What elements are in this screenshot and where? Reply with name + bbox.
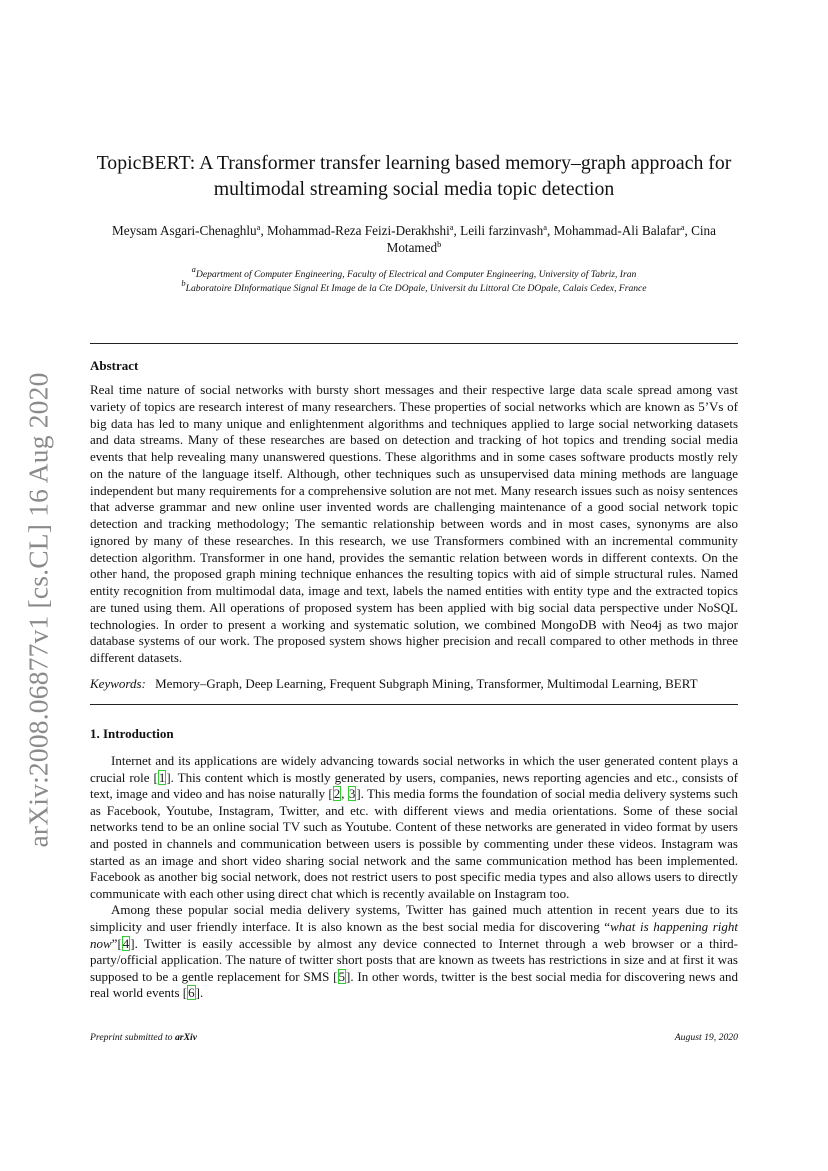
arxiv-stamp <box>18 360 60 860</box>
top-rule <box>90 343 738 344</box>
text-run: . This media forms the foundation of social media delivery systems such as Facebook, Youtube, Instagram, Twitter, and etc. with different views and media orientations. Some of these social networks tend to be an online social TV such as Youtube. Content of these networks are generated in video format by users and posted in channels and communication between users is possible by commenting under these videos. Instagram was started as an image and short video sharing social network and the same communication method has been implemented. Facebook as another big social network, does not restrict users to post specific media types and also allows users to directly communicate with each other using direct chat which is recently available on Instagram too. <box>90 786 739 901</box>
paper-title: TopicBERT: A Transformer transfer learning based memory–graph approach for multimodal streaming social media topic detection <box>96 152 732 200</box>
bottom-rule <box>90 704 738 705</box>
text-run: . This content which is mostly generated by users, companies, news reporting agencies and etc., consists of text, image and video and has noise naturally <box>90 769 738 802</box>
text-run: . Twitter is easily accessible by almost any device connected to Internet through a web browser or a third-party/official application. The nature of twitter short posts that are known as tweets has restrictions in size and at first it was supposed to be a gentle replacement for SMS <box>90 935 738 984</box>
citation-link[interactable]: [6] <box>182 985 200 1001</box>
keywords-list: Memory–Graph, Deep Learning, Frequent Subgraph Mining, Transformer, Multimodal Learning, BERT <box>155 676 698 691</box>
affiliation-text: Laboratoire DInformatique Signal Et Image de la Cte DOpale, Universit du Littoral Cte DOpale, Calais Cedex, France <box>185 283 647 294</box>
affiliation <box>90 278 738 296</box>
section-heading: 1. Introduction <box>90 726 174 741</box>
footer-left: Preprint submitted to arXiv <box>90 1032 198 1043</box>
paragraph <box>90 753 738 902</box>
affil-mark: a <box>191 264 196 274</box>
citation-link[interactable]: [4] <box>117 935 135 951</box>
affil-mark: a <box>680 222 685 232</box>
author: Leili farzinvash <box>460 223 544 238</box>
affil-mark: a <box>449 222 454 232</box>
abstract-text: Real time nature of social networks with bursty short messages and their respective large data scale spread among vast variety of topics are research interest of many researchers. These properties of social networks which are known as 5’Vs of big data has led to many unique and enlightenment algorithms and techniques applied to large social networking datasets and data streams. Many of these researches are based on detection and tracking of hot topics and trending social media events that help revealing many unanswered questions. These algorithms and in some cases software products mostly rely on the nature of the language itself. Although, other techniques such as unsupervised data mining methods are language independent but many requirements for a comprehensive solution are not met. Many research issues such as noisy sentences that adverse grammar and new online user invented words are challenging maintenance of a good social network topic detection and tracking methodology; The semantic relationship between words and in most cases, synonyms are also ignored by many of these researches. In this research, we use Transformers combined with an incremental community detection algorithm. Transformer in one hand, provides the semantic relation between words in different contexts. On the other hand, the proposed graph mining technique enhances the resulting topics with aid of simple structural rules. Named entity recognition from multimodal data, image and text, labels the named entities with entity type and the extracted topics are tuned using them. All operations of proposed system has been applied with big social data perspective under NoSQL technologies. In order to present a working and systematic solution, we combined MongoDB with Neo4j as two major database systems of our work. The proposed system shows higher precision and recall compared to other methods in three different datasets. <box>90 382 738 665</box>
emphasis: what is happening right now <box>90 918 738 951</box>
affiliations <box>90 264 738 296</box>
affil-mark: a <box>543 222 548 232</box>
author: Meysam Asgari-Chenaghlu <box>111 223 257 238</box>
keywords-label: Keywords: <box>90 676 146 691</box>
text-run: . In other words, twitter is the best social media for discovering news and real world events <box>90 968 738 1001</box>
page-footer <box>90 1032 738 1043</box>
paragraph <box>90 902 738 1002</box>
footer-date: August 19, 2020 <box>674 1032 738 1043</box>
journal-name: arXiv <box>174 1032 198 1043</box>
affiliation-text: Department of Computer Engineering, Faculty of Electrical and Computer Engineering, University of Tabriz, Iran <box>195 269 637 280</box>
arxiv-identifier: arXiv:2008.06877v1 [cs.CL] 16 Aug 2020 <box>23 372 54 848</box>
keywords <box>90 675 738 692</box>
affil-mark: b <box>181 278 186 288</box>
author: Mohammad-Ali Balafar <box>553 223 681 238</box>
abstract-heading: Abstract <box>90 358 139 373</box>
text-run: . <box>199 985 204 1001</box>
text-run: Among these popular social media delivery systems, Twitter has gained much attention in recent years due to its simplicity and user friendly interface. It is also known as the best social media for discovering “ <box>90 902 738 934</box>
author: Mohammad-Reza Feizi-Derakhshi <box>267 223 450 238</box>
citation-link[interactable]: [2, 3] <box>328 786 361 802</box>
author-list: Meysam Asgari-Chenaghlu$^a$, Mohammad-Reza Feizi-Derakhshi$^a$, Leili farzinvash$^a$, Mohammad-Ali Balafar$^a$, Cina Motamed$^b$ <box>111 222 717 255</box>
affil-mark: a <box>256 222 261 232</box>
affil-mark: b <box>437 239 442 249</box>
author: Cina Motamed <box>386 223 717 255</box>
text-run: Internet and its applications are widely advancing towards social networks in which the user generated content plays a crucial role <box>90 753 738 785</box>
citation-link[interactable]: [1] <box>153 769 171 785</box>
affiliation <box>90 264 738 282</box>
introduction-body <box>90 753 738 1002</box>
text-run: ” <box>111 935 118 951</box>
citation-link[interactable]: [5] <box>333 968 351 984</box>
